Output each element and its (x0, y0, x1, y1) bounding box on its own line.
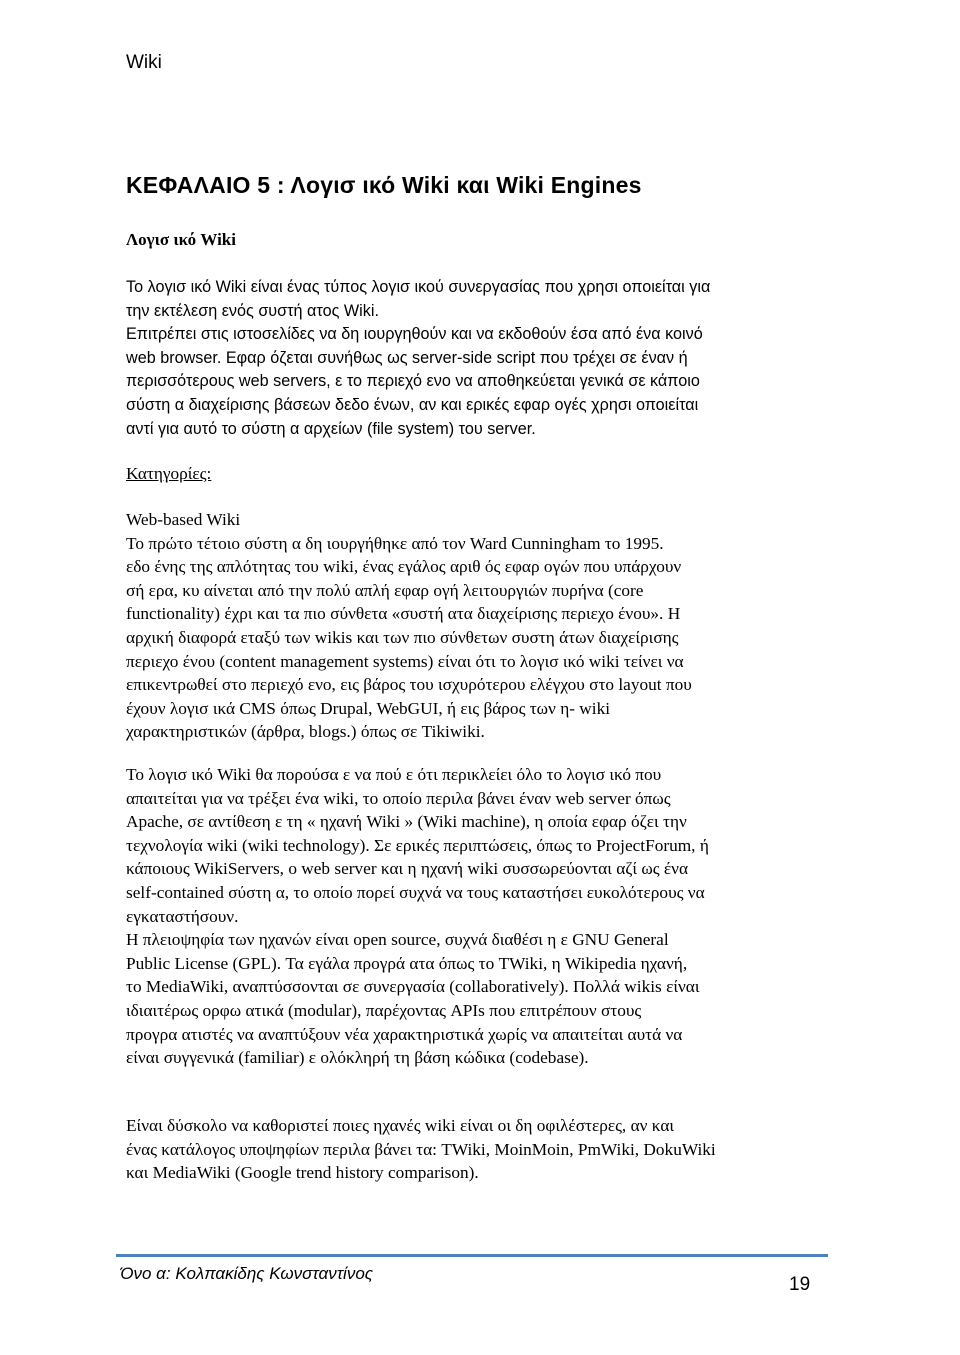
categories-link[interactable]: Κατηγορίες: (126, 464, 212, 483)
web-based-paragraph (126, 508, 836, 744)
categories-paragraph (126, 462, 836, 486)
text-line: και MediaWiki (Google trend history comparison). (126, 1163, 479, 1183)
text-line: Apache, σε αντίθεση ε τη « ηχανή Wiki » (Wiki machine), η οποία εφαρ όζει την (126, 812, 687, 832)
text-line: Η πλειοψηφία των ηχανών είναι open source, συχνά διαθέσι η ε GNU General (126, 930, 669, 950)
intro-paragraph (126, 276, 836, 441)
text-line: Επιτρέπει στις ιστοσελίδες να δη ιουργηθούν και να εκδοθούν έσα από ένα κοινό (126, 325, 703, 344)
page-number: 19 (789, 1274, 811, 1295)
text-line: περιεχο ένου (content management systems) είναι ότι το λογισ ικό wiki τείνει να (126, 651, 684, 671)
text-line: προγρα ατιστές να αναπτύξουν νέα χαρακτηριστικά χωρίς να απαιτείται αυτά να (126, 1024, 683, 1044)
footer-author: Όνο α: Κολπακίδης Κωνσταντίνος (120, 1264, 374, 1283)
text-line: Web-based Wiki (126, 510, 241, 529)
section-subtitle: Λογισ ικό Wiki (126, 230, 236, 249)
text-line: Public License (GPL). Τα εγάλα προγρά ατα όπως το TWiki, η Wikipedia ηχανή, (126, 953, 688, 973)
text-line: self-contained σύστη α, το οποίο πορεί συχνά να τους καταστήσει ευκολότερους να (126, 882, 705, 902)
text-line: κάποιους WikiServers, ο web server και η ηχανή wiki συσσωρεύονται αζί ως ένα (126, 859, 689, 879)
text-line: αντί για αυτό το σύστη α αρχείων (file system) του server. (126, 419, 536, 438)
text-line: εγκαταστήσουν. (126, 906, 239, 926)
text-line: αρχική διαφορά εταξύ των wikis και των πιο σύνθετων συστη άτων διαχείρισης (126, 627, 679, 647)
engine-paragraph (126, 763, 836, 1070)
text-line: χαρακτηριστικών (άρθρα, blogs.) όπως σε Tikiwiki. (126, 722, 485, 742)
chapter-title: ΚΕΦΑΛΑΙΟ 5 : Λογισ ικό Wiki και Wiki Engines (126, 172, 642, 198)
text-line: είναι συγγενικά (familiar) ε ολόκληρή τη βάση κώδικα (codebase). (126, 1048, 589, 1068)
text-line: σή ερα, κυ αίνεται από την πολύ απλή εφαρ ογή λειτουργιών πυρήνα (core (126, 580, 644, 600)
footer-divider (116, 1254, 828, 1257)
text-line: Το πρώτο τέτοιο σύστη α δη ιουργήθηκε από τον Ward Cunningham το 1995. (126, 533, 664, 553)
text-line: Το λογισ ικό Wiki είναι ένας τύπος λογισ ικού συνεργασίας που χρησι οποιείται για (126, 278, 711, 296)
text-line: Είναι δύσκολο να καθοριστεί ποιες ηχανές wiki είναι οι δη οφιλέστερες, αν και (126, 1116, 675, 1135)
text-line: Το λογισ ικό Wiki θα πορούσα ε να πού ε ότι περικλείει όλο το λογισ ικό που (126, 765, 662, 784)
running-header: Wiki (126, 52, 162, 73)
text-line: περισσότερους web servers, ε το περιεχό ενο να αποθηκεύεται γενικά σε κάποιο (126, 372, 700, 391)
text-line: το MediaWiki, αναπτύσσονται σε συνεργασία (collaboratively). Πολλά wikis είναι (126, 977, 700, 997)
text-line: ιδιαιτέρως ορφω ατικά (modular), παρέχοντας APIs που επιτρέπουν στους (126, 1000, 642, 1020)
text-line: απαιτείται για να τρέξει ένα wiki, το οποίο περιλα βάνει έναν web server όπως (126, 788, 671, 808)
text-line: ένας κατάλογος υποψηφίων περιλα βάνει τα: TWiki, MoinMoin, PmWiki, DokuWiki (126, 1139, 716, 1159)
text-line: web browser. Εφαρ όζεται συνήθως ως server-side script που τρέχει σε έναν ή (126, 348, 688, 367)
text-line: τεχνολογία wiki (wiki technology). Σε ερικές περιπτώσεις, όπως το ProjectForum, ή (126, 835, 709, 855)
text-line: την εκτέλεση ενός συστή ατος Wiki. (126, 301, 379, 320)
text-line: σύστη α διαχείρισης βάσεων δεδο ένων, αν και ερικές εφαρ ογές χρησι οποιείται (126, 395, 699, 414)
text-line: εδο ένης της απλότητας του wiki, ένας εγάλος αριθ ός εφαρ ογών που υπάρχουν (126, 557, 682, 577)
popular-engines-paragraph (126, 1114, 836, 1185)
text-line: έχουν λογισ ικά CMS όπως Drupal, WebGUI, ή εις βάρος των η- wiki (126, 698, 611, 718)
text-line: επικεντρωθεί στο περιεχό ενο, εις βάρος του ισχυρότερου ελέγχου στο layout που (126, 675, 692, 695)
text-line: functionality) έχρι και τα πιο σύνθετα «συστή ατα διαχείρισης περιεχο ένου». Η (126, 604, 681, 624)
